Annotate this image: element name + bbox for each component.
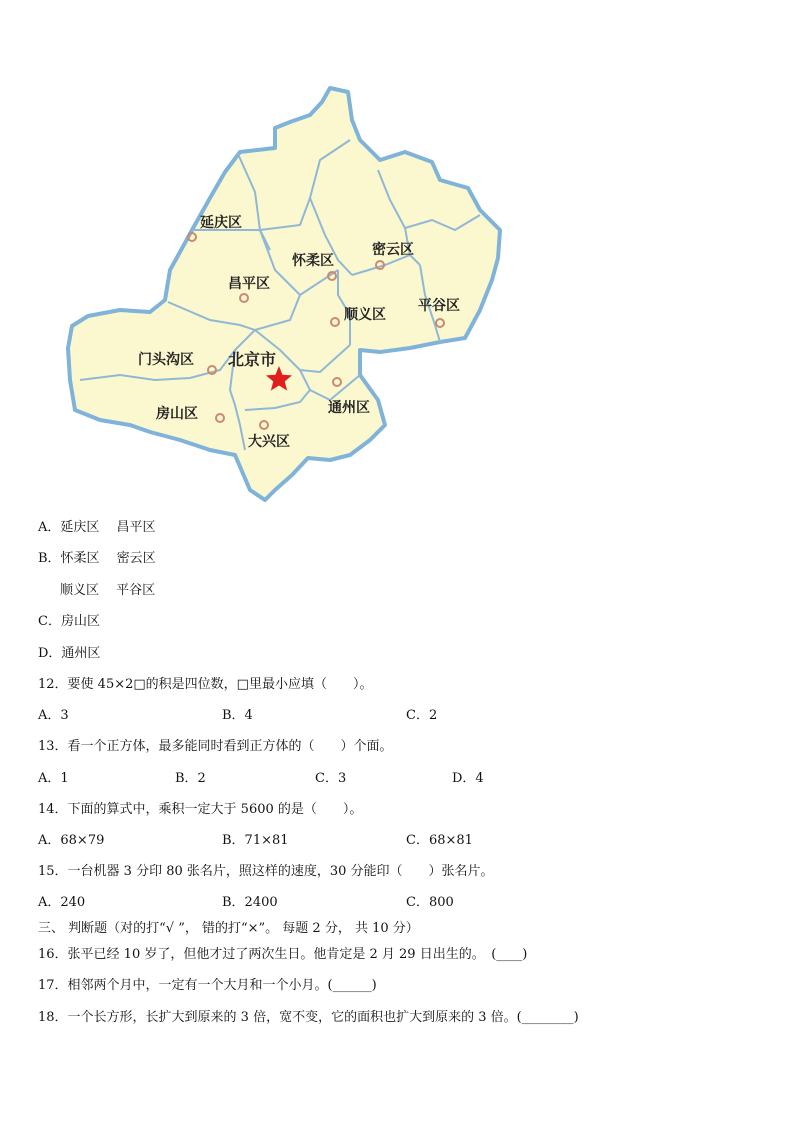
question-13: 13．看一个正方体，最多能同时看到正方体的（ ）个面。 bbox=[38, 739, 393, 754]
label-pinggu: 平谷区 bbox=[418, 298, 460, 314]
label-fangshan: 房山区 bbox=[156, 406, 198, 422]
label-shunyi: 顺义区 bbox=[344, 307, 386, 323]
section-3-heading: 三、 判断题（对的打“√ ”， 错的打“×”。 每题 2 分， 共 10 分） bbox=[38, 921, 419, 936]
question-17: 17．相邻两个月中，一定有一个大月和一个小月。(______) bbox=[38, 978, 377, 993]
label-miyun: 密云区 bbox=[372, 242, 414, 258]
option-b: B．怀柔区 密云区 bbox=[38, 551, 156, 566]
option-a: A．延庆区 昌平区 bbox=[38, 520, 156, 535]
q13-option-a: A．1 bbox=[38, 771, 69, 786]
q12-option-b: B．4 bbox=[222, 708, 253, 723]
q14-option-a: A．68×79 bbox=[38, 833, 105, 848]
question-14: 14．下面的算式中，乘积一定大于 5600 的是（ ）。 bbox=[38, 802, 363, 817]
label-tongzhou: 通州区 bbox=[328, 400, 370, 416]
q15-option-a: A．240 bbox=[38, 895, 86, 910]
label-beijing: 北京市 bbox=[228, 350, 277, 369]
question-12: 12．要使 45×2□的积是四位数，□里最小应填（ ）。 bbox=[38, 677, 373, 692]
q12-option-a: A．3 bbox=[38, 708, 69, 723]
question-15: 15．一台机器 3 分印 80 张名片，照这样的速度，30 分能印（ ）张名片。 bbox=[38, 864, 494, 879]
q15-option-b: B．2400 bbox=[222, 895, 278, 910]
q13-option-b: B．2 bbox=[175, 771, 206, 786]
option-b-continued: 顺义区 平谷区 bbox=[60, 583, 156, 598]
q14-option-c: C．68×81 bbox=[406, 833, 473, 848]
label-huairou: 怀柔区 bbox=[292, 253, 334, 269]
label-daxing: 大兴区 bbox=[248, 434, 290, 450]
option-c: C．房山区 bbox=[38, 614, 100, 629]
beijing-district-map bbox=[60, 80, 540, 510]
label-changping: 昌平区 bbox=[228, 276, 270, 292]
label-yanqing: 延庆区 bbox=[200, 215, 242, 231]
q15-option-c: C．800 bbox=[406, 895, 454, 910]
q12-option-c: C．2 bbox=[406, 708, 438, 723]
q13-option-c: C．3 bbox=[315, 771, 347, 786]
question-18: 18．一个长方形，长扩大到原来的 3 倍，宽不变，它的面积也扩大到原来的 3 倍。(________) bbox=[38, 1010, 579, 1025]
q13-option-d: D．4 bbox=[452, 771, 484, 786]
label-mentougou: 门头沟区 bbox=[138, 352, 194, 368]
option-d: D．通州区 bbox=[38, 646, 101, 661]
q14-option-b: B．71×81 bbox=[222, 833, 289, 848]
question-16: 16．张平已经 10 岁了，但他才过了两次生日。他肯定是 2 月 29 日出生的。 (____) bbox=[38, 947, 528, 962]
